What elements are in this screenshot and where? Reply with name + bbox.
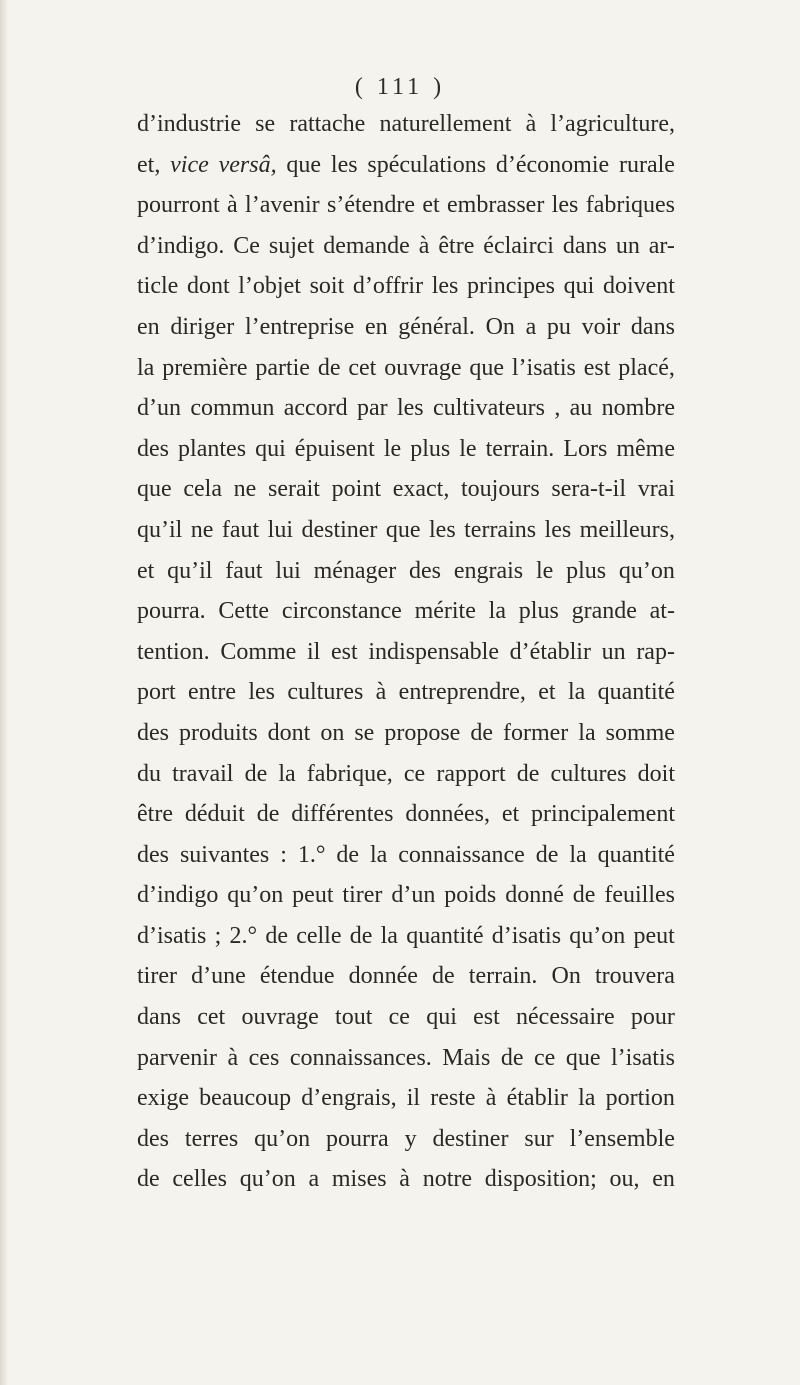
word: qu’on	[569, 922, 626, 949]
word: port	[137, 679, 176, 706]
text-line	[137, 388, 675, 429]
word: produits	[179, 719, 258, 746]
word: de	[336, 841, 360, 868]
word: quantité	[406, 922, 484, 949]
word: est	[583, 354, 611, 381]
word: d’économie	[495, 151, 610, 178]
word: de	[137, 1166, 160, 1193]
word: reste	[430, 1085, 476, 1112]
word: des	[409, 557, 441, 584]
word: grande	[571, 598, 637, 625]
word: Lors	[563, 435, 608, 462]
word: principalement	[531, 801, 675, 828]
word: qui	[563, 273, 595, 300]
word: en	[364, 313, 388, 340]
word: exige	[137, 1085, 189, 1112]
word: feuilles	[604, 882, 675, 909]
word: se	[255, 111, 276, 137]
word: donnée	[348, 963, 418, 990]
word: les	[429, 516, 456, 543]
word: engrais	[453, 557, 524, 584]
word: ;	[214, 922, 222, 949]
word: versâ,	[218, 151, 277, 178]
word: cultivateurs	[433, 395, 545, 422]
word: d’un	[391, 882, 436, 909]
word: les	[544, 516, 572, 543]
word: disposition;	[484, 1166, 597, 1193]
word: doit	[637, 760, 675, 787]
word: terrain.	[485, 435, 555, 462]
text-line	[137, 510, 675, 551]
word: rattache	[289, 111, 366, 137]
word: nécessaire	[516, 1004, 615, 1031]
word: terres	[184, 1125, 239, 1152]
word: de	[432, 963, 455, 990]
text-line	[137, 104, 675, 145]
word: les	[431, 273, 459, 300]
word: au	[569, 395, 593, 422]
word: quantité	[597, 841, 675, 868]
word: et	[137, 557, 155, 584]
word: des	[137, 841, 169, 868]
word: l’agriculture,	[550, 111, 675, 137]
word: :	[280, 841, 287, 868]
word: de	[516, 760, 540, 787]
word: le	[383, 435, 402, 462]
word: l’entreprise	[244, 313, 355, 340]
word: général.	[398, 313, 475, 340]
word: notre	[422, 1166, 472, 1193]
word: qu’il	[167, 557, 213, 584]
word: celle	[296, 922, 342, 949]
text-line	[137, 632, 675, 673]
word: données,	[405, 801, 490, 828]
page-number: ( 111 )	[354, 74, 446, 100]
word: y	[404, 1125, 417, 1152]
word: d’industrie	[137, 111, 241, 137]
word: parvenir	[137, 1044, 217, 1071]
word: d’établir	[509, 638, 591, 665]
text-line	[137, 956, 675, 997]
word: de	[265, 922, 288, 949]
word: tention.	[137, 638, 210, 665]
word: somme	[605, 719, 675, 746]
word: dans	[562, 232, 607, 259]
word: pourront	[137, 192, 220, 219]
word: être	[137, 801, 173, 828]
word: terrain.	[468, 963, 538, 990]
word: ,	[554, 395, 561, 422]
word: première	[162, 354, 248, 381]
word: l’isatis	[511, 354, 576, 381]
word: étendue	[259, 963, 335, 990]
body-text	[137, 104, 675, 1200]
word: dont	[186, 273, 230, 300]
word: qu’on	[254, 1125, 311, 1152]
word: établir	[506, 1085, 568, 1112]
word: il	[406, 1085, 421, 1112]
word: d’indigo	[137, 882, 219, 909]
word: naturellement	[379, 111, 512, 137]
word: et	[422, 192, 440, 219]
word: d’un	[137, 395, 181, 422]
word: 1.°	[297, 841, 326, 868]
word: fabriques	[585, 192, 675, 219]
word: plus	[518, 598, 559, 625]
text-line	[137, 1038, 675, 1079]
word: à	[227, 192, 238, 219]
text-line	[137, 794, 675, 835]
word: pu	[546, 313, 571, 340]
text-line	[137, 835, 675, 876]
word: qui	[426, 1004, 457, 1031]
word: ou,	[609, 1166, 640, 1193]
word: pourra.	[137, 598, 206, 625]
word: connaissances.	[289, 1044, 432, 1071]
word: les	[248, 679, 275, 706]
word: s’étendre	[327, 192, 415, 219]
word: dont	[267, 719, 311, 746]
word: ce	[388, 1004, 410, 1031]
word: des	[137, 1125, 169, 1152]
word: qu’on	[227, 882, 284, 909]
word: l’avenir	[245, 192, 320, 219]
word: partie	[255, 354, 310, 381]
word: exact,	[392, 476, 450, 503]
word: se	[354, 719, 375, 746]
word: tirer	[137, 963, 177, 990]
word: tout	[335, 1004, 373, 1031]
word: qui	[255, 435, 286, 462]
word: donné	[505, 882, 564, 909]
word: Cette	[218, 598, 270, 625]
text-line	[137, 591, 675, 632]
word: demande	[323, 232, 410, 259]
word: à	[227, 1044, 239, 1071]
text-line	[137, 1159, 675, 1200]
word: la	[380, 922, 398, 949]
word: du	[137, 760, 161, 787]
text-line	[137, 754, 675, 795]
word: déduit	[184, 801, 245, 828]
word: at-	[649, 598, 675, 625]
word: ménager	[313, 557, 397, 584]
word: entreprendre,	[398, 679, 526, 706]
word: d’isatis	[491, 922, 562, 949]
word: pour	[630, 1004, 675, 1031]
word: travail	[172, 760, 234, 787]
word: mérite	[414, 598, 476, 625]
word: point	[331, 476, 382, 503]
word: celles	[172, 1166, 228, 1193]
word: de	[349, 922, 373, 949]
word: sera-t-il	[551, 476, 626, 503]
text-line	[137, 672, 675, 713]
word: ouvrage	[384, 354, 462, 381]
word: d’engrais,	[301, 1085, 397, 1112]
word: a	[308, 1166, 320, 1193]
word: être	[438, 232, 475, 259]
word: est	[473, 1004, 500, 1031]
word: différentes	[291, 801, 394, 828]
word: la	[578, 719, 596, 746]
word: à	[418, 232, 430, 259]
word: d’une	[191, 963, 246, 990]
word: par	[356, 395, 388, 422]
word: les	[551, 192, 579, 219]
word: On	[551, 963, 581, 990]
word: que	[385, 516, 421, 543]
word: portion	[605, 1085, 675, 1112]
word: de	[500, 1044, 524, 1071]
word: rap-	[636, 638, 675, 665]
word: suivantes	[179, 841, 270, 868]
word: peut	[633, 922, 675, 949]
word: les	[330, 151, 358, 178]
word: rurale	[619, 151, 675, 178]
word: destiner	[301, 516, 378, 543]
word: terrains	[464, 516, 537, 543]
word: destiner	[432, 1125, 509, 1152]
word: Mais	[442, 1044, 491, 1071]
word: les	[396, 395, 424, 422]
word: toujours	[461, 476, 540, 503]
word: former	[502, 719, 569, 746]
text-line	[137, 875, 675, 916]
word: vice	[170, 151, 209, 178]
word: quantité	[597, 679, 675, 706]
word: on	[320, 719, 345, 746]
word: cultures	[287, 679, 364, 706]
word: serait	[268, 476, 320, 503]
word: circonstance	[281, 598, 402, 625]
word: cela	[183, 476, 222, 503]
word: la	[278, 760, 296, 787]
word: peut	[292, 882, 334, 909]
text-line	[137, 713, 675, 754]
word: que	[469, 354, 504, 381]
word: de	[317, 354, 341, 381]
word: soit	[309, 273, 345, 300]
word: a	[525, 313, 537, 340]
text-line	[137, 1119, 675, 1160]
word: ticle	[137, 273, 179, 300]
word: le	[535, 557, 554, 584]
word: la	[137, 354, 155, 381]
word: poids	[444, 882, 497, 909]
word: l’isatis	[610, 1044, 675, 1071]
word: commun	[190, 395, 275, 422]
word: mises	[331, 1166, 387, 1193]
word: et,	[137, 151, 161, 178]
word: placé,	[618, 354, 675, 381]
word: l’objet	[238, 273, 301, 300]
word: ar-	[648, 232, 675, 259]
word: plus	[410, 435, 451, 462]
text-line	[137, 916, 675, 957]
word: embrasser	[447, 192, 545, 219]
word: Comme	[220, 638, 297, 665]
word: beaucoup	[199, 1085, 292, 1112]
word: sujet	[268, 232, 315, 259]
word: rapport	[436, 760, 506, 787]
word: lui	[275, 557, 301, 584]
word: la	[578, 1085, 596, 1112]
word: ces	[248, 1044, 280, 1071]
word: indispensable	[368, 638, 499, 665]
word: qu’on	[239, 1166, 296, 1193]
word: à	[485, 1085, 497, 1112]
word: que	[286, 151, 322, 178]
word: d’isatis	[137, 922, 207, 949]
word: vrai	[637, 476, 675, 503]
word: tirer	[342, 882, 383, 909]
word: cet	[348, 354, 377, 381]
word: de	[470, 719, 493, 746]
word: ce	[403, 760, 426, 787]
word: d’offrir	[352, 273, 424, 300]
word: diriger	[170, 313, 235, 340]
word: d’indigo.	[137, 232, 225, 259]
text-line	[137, 997, 675, 1038]
word: voir	[581, 313, 621, 340]
word: fabrique,	[306, 760, 393, 787]
word: l’ensemble	[569, 1125, 675, 1152]
word: ouvrage	[241, 1004, 319, 1031]
word: éclairci	[483, 232, 554, 259]
word: en	[137, 313, 160, 340]
word: plantes	[178, 435, 247, 462]
text-line	[137, 145, 675, 186]
word: faut	[225, 557, 263, 584]
word: même	[616, 435, 675, 462]
word: de	[244, 760, 268, 787]
text-line	[137, 469, 675, 510]
word: spéculations	[367, 151, 487, 178]
word: cet	[197, 1004, 226, 1031]
word: faut	[221, 516, 260, 543]
word: pourra	[326, 1125, 389, 1152]
word: nombre	[601, 395, 675, 422]
word: 2.°	[229, 922, 258, 949]
word: ne	[190, 516, 214, 543]
word: Ce	[233, 232, 260, 259]
word: qu’on	[618, 557, 675, 584]
word: à	[525, 111, 537, 137]
text-line	[137, 226, 675, 267]
word: des	[137, 719, 169, 746]
text-line	[137, 266, 675, 307]
word: et	[501, 801, 520, 828]
word: dans	[137, 1004, 181, 1031]
word: cultures	[550, 760, 627, 787]
word: de	[535, 841, 559, 868]
word: la	[569, 841, 587, 868]
word: il	[307, 638, 321, 665]
word: de	[572, 882, 596, 909]
word: épuisent	[294, 435, 375, 462]
word: entre	[188, 679, 236, 706]
text-line	[137, 429, 675, 470]
page-edge-shadow	[0, 0, 8, 1385]
word: le	[459, 435, 477, 462]
word: accord	[283, 395, 348, 422]
word: la	[488, 598, 506, 625]
word: qu’il	[137, 516, 183, 543]
word: doivent	[602, 273, 675, 300]
word: ne	[233, 476, 257, 503]
word: un	[615, 232, 640, 259]
word: On	[485, 313, 515, 340]
word: trouvera	[594, 963, 675, 990]
word: à	[375, 679, 387, 706]
word: et	[538, 679, 556, 706]
word: principes	[467, 273, 556, 300]
word: que	[565, 1044, 601, 1071]
word: que	[137, 476, 172, 503]
word: dans	[630, 313, 675, 340]
word: en	[652, 1166, 675, 1193]
word: des	[137, 435, 169, 462]
word: la	[567, 679, 586, 706]
text-line	[137, 307, 675, 348]
word: la	[369, 841, 388, 868]
word: plus	[566, 557, 607, 584]
word: est	[331, 638, 358, 665]
word: de	[256, 801, 280, 828]
text-line	[137, 1078, 675, 1119]
word: ce	[533, 1044, 556, 1071]
text-line	[137, 185, 675, 226]
word: lui	[267, 516, 293, 543]
word: un	[601, 638, 626, 665]
text-line	[137, 551, 675, 592]
word: meilleurs,	[579, 516, 675, 543]
text-line	[137, 348, 675, 389]
word: à	[399, 1166, 410, 1193]
word: sur	[524, 1125, 554, 1152]
word: propose	[384, 719, 461, 746]
word: connaissance	[398, 841, 525, 868]
